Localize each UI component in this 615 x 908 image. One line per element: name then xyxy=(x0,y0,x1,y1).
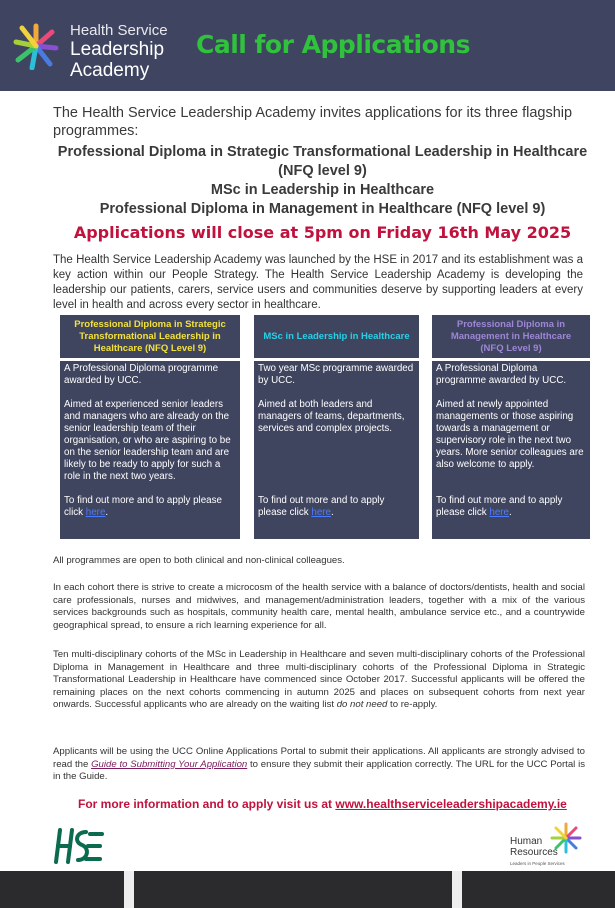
column-2-apply-end: . xyxy=(330,507,334,518)
logo-line-2: Leadership xyxy=(70,39,165,60)
logo-line-3: Academy xyxy=(70,60,150,81)
hse-logo-icon xyxy=(52,826,104,866)
column-1-aim: Aimed at experienced senior leaders and managers who are already on the senior leadership team of their organisation, or who are aspiring to be on the senior leadership team and are likely to be ready to apply for such a role in the next two years. xyxy=(64,399,231,482)
column-2-here-link[interactable]: here xyxy=(311,507,331,518)
logo-wordmark xyxy=(70,22,168,81)
paragraph-cohort-mix: In each cohort there is strive to create a microcosm of the health service with a balance of doctors/dentists, health and social care professionals, nurses and midwives, and management/administration leaders, together with a mix of the various services backgrounds such as hospitals, community health care, mental health, ambulance service etc., and a countrywide geographical spread, to ensure a rich learning experience for all. xyxy=(53,582,585,631)
header-banner xyxy=(0,0,615,91)
column-3-heading: Professional Diploma in Management in Healthcare (NFQ Level 9) xyxy=(432,315,590,358)
paragraph-open-to-all: All programmes are open to both clinical and non-clinical colleagues. xyxy=(53,555,345,566)
website-link[interactable]: www.healthserviceleadershipacademy.ie xyxy=(335,797,567,811)
programme-title-3: Professional Diploma in Management in Healthcare (NFQ level 9) xyxy=(99,201,546,217)
intro-text: The Health Service Leadership Academy invites applications for its three flagship programmes: xyxy=(53,105,573,139)
paragraph-portal-text: Applicants will be using the UCC Online Applications Portal to submit their applications. All applicants are strongly advised to read the xyxy=(53,746,585,770)
guide-link[interactable]: Guide to Submitting Your Application xyxy=(91,758,248,770)
column-2-apply xyxy=(258,495,415,519)
column-3-apply xyxy=(436,495,586,519)
hr-line-1: Human xyxy=(510,836,543,847)
column-2-heading: MSc in Leadership in Healthcare xyxy=(254,315,419,358)
column-1-apply xyxy=(64,495,236,519)
programme-columns xyxy=(0,315,615,540)
programme-title-2: MSc in Leadership in Healthcare xyxy=(210,182,435,198)
column-2-award: Two year MSc programme awarded by UCC. xyxy=(258,363,414,386)
paragraph-cohorts-end: to re-apply. xyxy=(387,699,438,710)
bottom-strip-light-right xyxy=(452,871,462,908)
column-2-apply-text: To find out more and to apply please click xyxy=(258,495,385,518)
column-2-body xyxy=(254,361,419,539)
bottom-strip-light-left xyxy=(124,871,134,908)
paragraph-portal-end: to ensure they submit their application correctly. The URL for the UCC Portal is in the Guide. xyxy=(53,758,586,782)
column-3-apply-end: . xyxy=(508,507,512,518)
column-3-award: A Professional Diploma programme awarded by UCC. xyxy=(436,363,567,386)
programme-title-1: Professional Diploma in Strategic Transformational Leadership in Healthcare (NFQ level 9) xyxy=(57,144,588,179)
deadline-notice: Applications will close at 5pm on Friday 16th May 2025 xyxy=(73,223,572,242)
hr-line-2: Resources xyxy=(510,847,558,858)
column-1-heading: Professional Diploma in Strategic Transformational Leadership in Healthcare (NFQ Level 9) xyxy=(60,315,240,358)
paragraph-cohorts xyxy=(53,649,585,712)
paragraph-portal xyxy=(53,746,585,784)
programme-titles xyxy=(40,143,605,219)
column-3-aim: Aimed at newly appointed managements or those aspiring towards a management or supervisory role in the next two years. More senior colleagues are also welcome to apply. xyxy=(436,399,584,470)
headline: Call for Applications xyxy=(196,30,470,59)
leadership-academy-logo-icon xyxy=(12,22,60,70)
column-1-apply-text: To find out more and to apply please click xyxy=(64,495,222,518)
more-info xyxy=(78,797,567,811)
column-2-aim: Aimed at both leaders and managers of teams, departments, services and complex projects. xyxy=(258,399,405,434)
column-1-apply-end: . xyxy=(105,507,109,518)
bottom-strip xyxy=(0,871,615,908)
column-3-body xyxy=(432,361,590,539)
more-info-text: For more information and to apply visit us at xyxy=(78,797,336,811)
paragraph-cohorts-emphasis: do not need xyxy=(336,699,388,710)
hr-tagline: Leaders in People Services xyxy=(510,861,565,866)
paragraph-cohorts-text: Ten multi-disciplinary cohorts of the MSc in Leadership in Healthcare and seven multi-disciplinary cohorts of the Professional Diploma in Management in Healthcare and three multi-disciplinary cohorts of the Professional Diploma in Strategic Transformational Leadership in Healthcare have commenced since October 2017. Successful applicants will be offered the remaining places on the next cohorts commencing in autumn 2025 and places on subsequent cohorts from next year onwards. Successful applicants who are already on the waiting list xyxy=(53,649,585,710)
human-resources-wordmark xyxy=(510,836,565,869)
column-1-body xyxy=(60,361,240,539)
column-3-here-link[interactable]: here xyxy=(489,507,509,518)
column-1-award: A Professional Diploma programme awarded by UCC. xyxy=(64,363,219,386)
about-paragraph: The Health Service Leadership Academy was launched by the HSE in 2017 and its establishment was a key action within our People Strategy. The Health Service Leadership Academy is developing the leadership our patients, carers, service users and communities deserve by supporting leaders at every level in health and across every sector in healthcare. xyxy=(53,254,583,311)
column-1-here-link[interactable]: here xyxy=(85,507,106,518)
column-3-apply-text: To find out more and to apply please click xyxy=(436,495,563,518)
logo-line-1: Health Service xyxy=(70,22,168,39)
